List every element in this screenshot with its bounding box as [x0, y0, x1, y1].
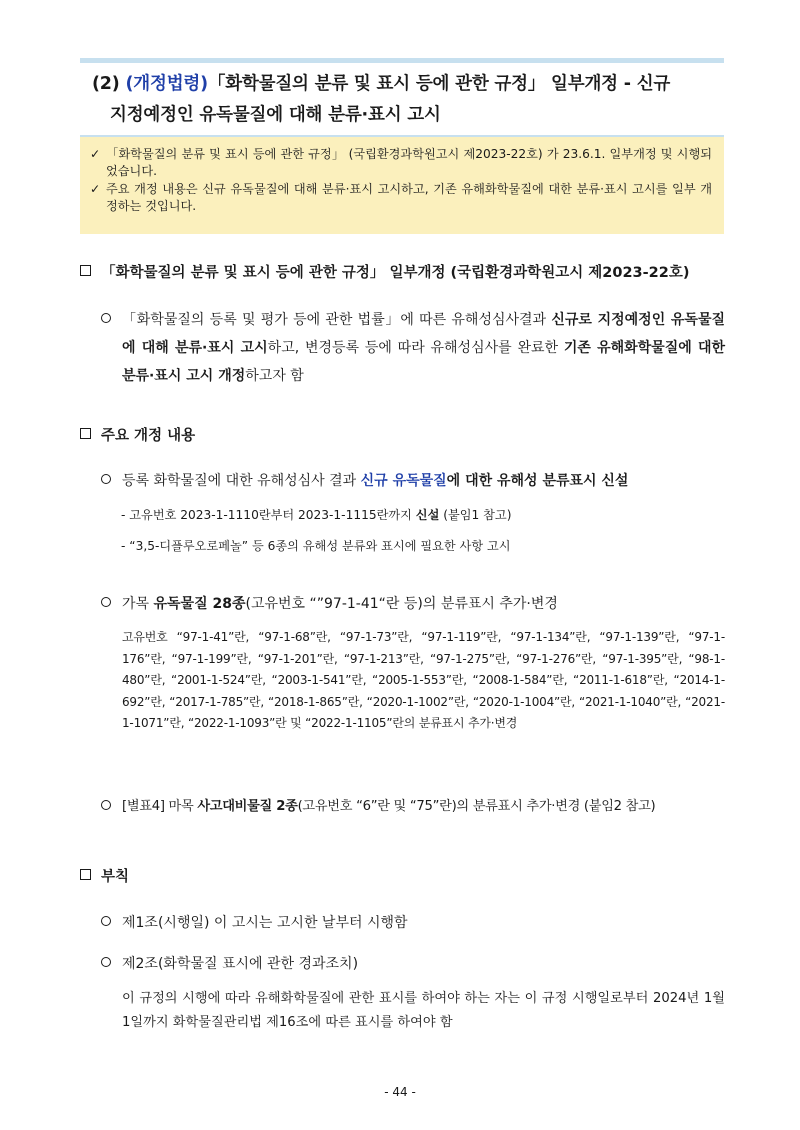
circle-bullet-icon — [101, 474, 111, 484]
summary-box — [80, 137, 724, 234]
check-icon: ✓ — [90, 147, 101, 161]
circle-bullet-icon — [101, 957, 111, 967]
title-line-2: 지정예정인 유독물질에 대해 분류·표시 고시 — [110, 105, 441, 125]
bullet-accident-prep — [101, 793, 725, 821]
bold-run: 유독물질 28종 — [153, 596, 246, 612]
text-run: (고유번호 “”97-1-41“란 등)의 분류표시 추가·변경 — [245, 596, 558, 612]
section-heading-amendment — [80, 262, 689, 284]
circle-bullet-icon — [101, 916, 111, 926]
bold-run: 신규로 지정예정인 유독물질에 대해 분류·표시 고시 — [122, 312, 725, 356]
circle-bullet-icon — [101, 800, 111, 810]
section-heading-text: 주요 개정 내용 — [101, 428, 196, 444]
bullet-new-toxic — [101, 467, 725, 495]
bullet-text: 제1조(시행일) 이 고시는 고시한 날부터 시행함 — [122, 915, 408, 931]
bullet-text: 제2조(화학물질 표시에 관한 경과조치) — [122, 956, 359, 972]
highlight-run: 신규 유독물질 — [360, 473, 447, 489]
section-heading-supplementary — [80, 866, 129, 888]
text-run: 「화학물질의 등록 및 평가 등에 관한 법률」에 따른 유해성심사결과 — [122, 312, 552, 328]
summary-item-text: 「화학물질의 분류 및 표시 등에 관한 규정」 (국립환경과학원고시 제2023-22호) 가 23.6.1. 일부개정 및 시행되었습니다. — [106, 147, 712, 178]
section-heading-text: 부칙 — [101, 869, 130, 885]
text-run: - 고유번호 2023-1-1110란부터 2023-1-1115란까지 — [121, 508, 416, 522]
title-line1-text: 「화학물질의 분류 및 표시 등에 관한 규정」 일부개정 - 신규 — [207, 74, 671, 94]
square-bullet-icon — [80, 428, 91, 439]
title-number: (2) — [92, 74, 120, 94]
check-icon: ✓ — [90, 182, 101, 196]
square-bullet-icon — [80, 869, 91, 880]
bold-run: 사고대비물질 2종 — [197, 799, 298, 814]
circle-bullet-icon — [101, 313, 111, 323]
sub-item-substances: - “3,5-디플루오로페놀” 등 6종의 유해성 분류와 표시에 필요한 사항 고시 — [121, 539, 511, 553]
bold-run: 에 대한 유해성 분류표시 신설 — [446, 473, 629, 489]
section-heading-text: 「화학물질의 분류 및 표시 등에 관한 규정」 일부개정 (국립환경과학원고시 제2023-22호) — [101, 265, 690, 281]
bullet-text — [122, 467, 725, 495]
bullet-text — [122, 793, 725, 821]
section-title-block — [80, 58, 724, 140]
page-number: - 44 - — [384, 1085, 416, 1099]
transitional-paragraph: 이 규정의 시행에 따라 유해화학물질에 관한 표시를 하여야 하는 자는 이 규정 시행일로부터 2024년 1월 1일까지 화학물질관리법 제16조에 따른 표시를 하여야 함 — [122, 991, 725, 1030]
bullet-text — [122, 590, 725, 618]
text-run: 가목 — [122, 596, 154, 612]
text-run: (붙임1 참고) — [439, 508, 512, 522]
title-line-1 — [80, 69, 724, 100]
text-run: 하고자 함 — [245, 368, 304, 384]
text-run: (고유번호 “6”란 및 “75”란)의 분류표시 추가·변경 (붙임2 참고) — [297, 799, 656, 814]
text-run: 하고, 변경등록 등에 따라 유해성심사를 완료한 — [267, 340, 564, 356]
circle-bullet-icon — [101, 597, 111, 607]
summary-item — [90, 181, 712, 215]
summary-item — [90, 146, 712, 180]
section-heading-main-changes — [80, 425, 195, 447]
registration-number-list: 고유번호 “97-1-41”란, “97-1-68”란, “97-1-73”란, “97-1-119”란, “97-1-134”란, “97-1-139”란, “97-1-176”란, “97-1-199”란, “97-1-201”란, “97-1-213”란, “97-1-275”란, “97-1-276”란, “97-1-395”란, “98-1-480”란, “2001-1-524”란, “2003-1-541”란, “2005-1-553”란, “2008-1-584”란, “2011-1-618”란, “2014-1-692”란, “2017-1-785”란, “2018-1-865”란, “2020-1-1002”란, “2020-1-1004”란, “2021-1-1040”란, “2021-1-1071”란, “2022-1-1093”란 및 “2022-1-1105”란의 분류표시 추가·변경 — [122, 630, 725, 730]
bullet-purpose — [101, 306, 725, 390]
bold-run: 기존 유해화학물질에 대한 분류·표시 고시 개정 — [122, 340, 726, 384]
square-bullet-icon — [80, 265, 91, 276]
text-run: 등록 화학물질에 대한 유해성심사 결과 — [122, 473, 361, 489]
bullet-text — [122, 306, 725, 390]
sub-item-range — [121, 505, 511, 525]
bold-run: 신설 — [415, 508, 440, 522]
bullet-effective-date — [101, 909, 725, 937]
summary-item-text: 주요 개정 내용은 신규 유독물질에 대해 분류·표시 고시하고, 기존 유해화학물질에 대한 분류·표시 고시를 일부 개정하는 것입니다. — [106, 182, 712, 213]
text-run: [별표4] 마목 — [122, 799, 198, 814]
bullet-transitional — [101, 950, 725, 978]
bullet-toxic-28 — [101, 590, 725, 618]
title-tag: (개정법령) — [125, 74, 208, 94]
